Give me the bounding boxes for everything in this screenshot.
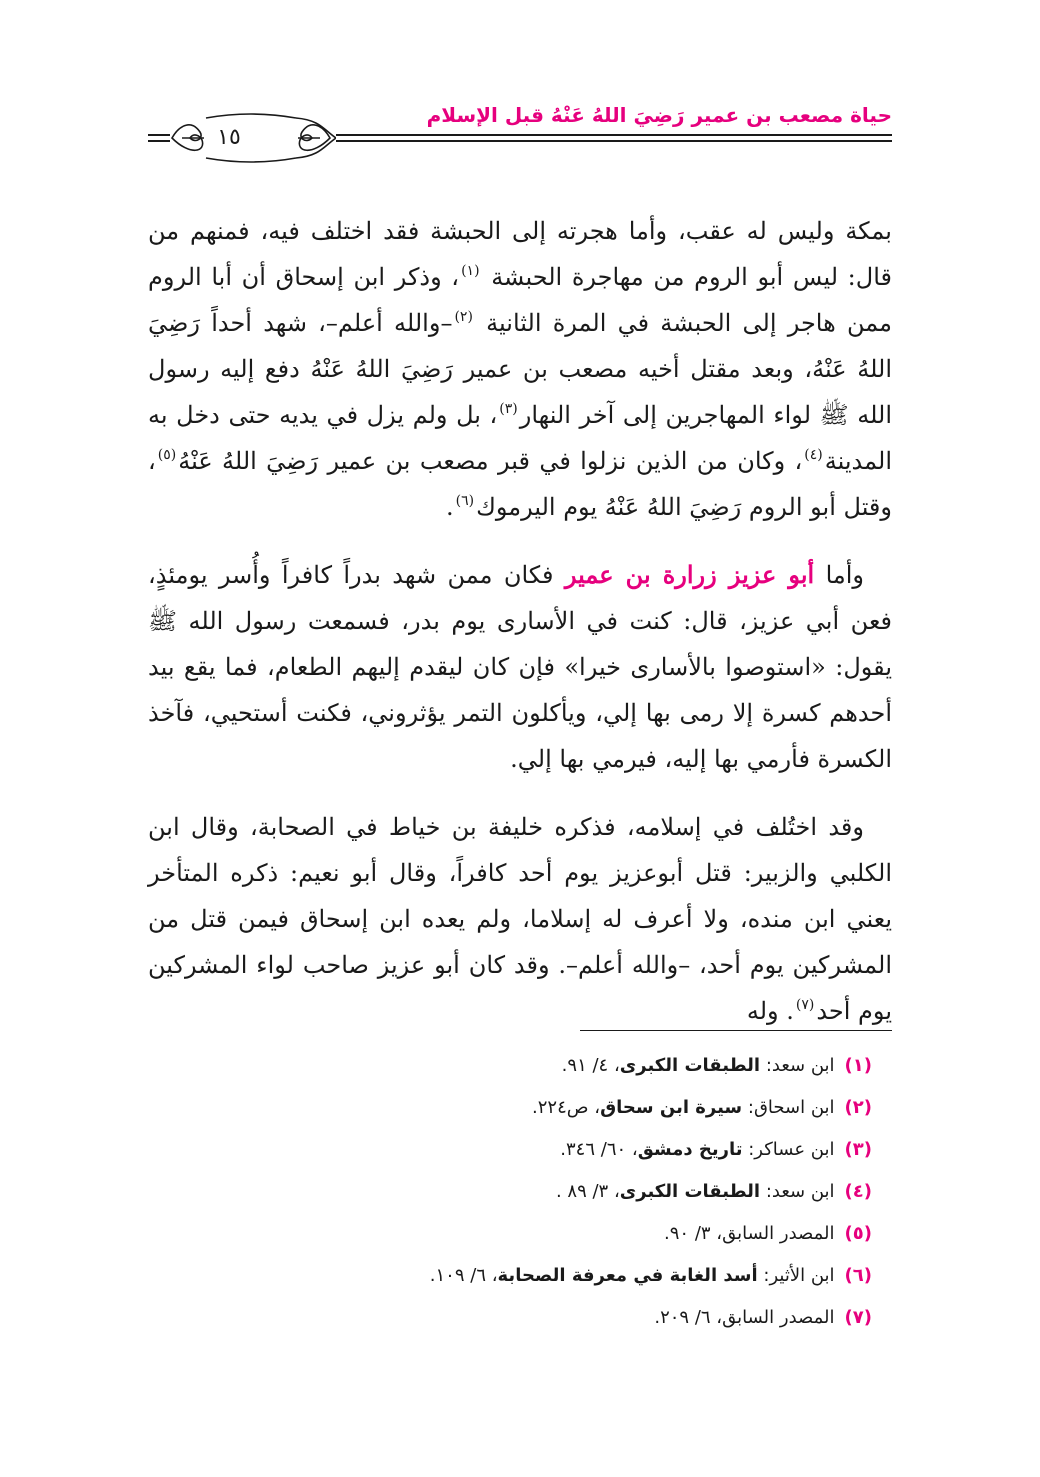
header-rule xyxy=(148,134,170,136)
text-run: وأما xyxy=(825,561,865,589)
footnote-ref: (٢) xyxy=(454,309,473,325)
footnote-title: الطبقات الكبرى xyxy=(619,1181,761,1202)
footnote-ref-text: ، ٣/ ٩٠. xyxy=(664,1223,723,1244)
footnote-ref-text: ، ٦٠/ ٣٤٦. xyxy=(560,1139,638,1160)
paragraph xyxy=(148,552,892,782)
footnote-ref: (٦) xyxy=(455,493,475,509)
running-title: حياة مصعب بن عمير رَضِيَ اللهُ عَنْهُ قبل الإسلام xyxy=(426,103,892,127)
footnote-author: ابن الأثير: xyxy=(763,1265,835,1286)
footnote-ref: (٣) xyxy=(499,401,518,417)
footnote-ref: (٧) xyxy=(795,997,815,1013)
footnote-author: ابن اسحاق: xyxy=(747,1097,835,1118)
footnote-title: أسد الغابة في معرفة الصحابة xyxy=(497,1265,758,1286)
footnotes xyxy=(152,1045,872,1339)
paragraph xyxy=(148,208,892,530)
footnote-ref-text: ، ٤/ ٩١. xyxy=(561,1055,620,1076)
footnote-author: ابن سعد: xyxy=(765,1181,835,1202)
footnote-author: ابن سعد: xyxy=(765,1055,835,1076)
footnote-title: الطبقات الكبرى xyxy=(619,1055,761,1076)
page-number: ١٥ xyxy=(217,125,241,150)
footnote-ref: (٥) xyxy=(157,447,177,463)
footnote-ref: (١) xyxy=(461,263,480,279)
footnote-ref-text: ، ٦/ ٢٠٩. xyxy=(654,1307,723,1328)
footnote-item xyxy=(152,1171,872,1213)
text-run: . وله xyxy=(746,997,794,1025)
footnote-separator xyxy=(580,1030,892,1031)
footnote-number: (٤) xyxy=(844,1181,872,1202)
page-header xyxy=(148,100,892,160)
text-run: ، وذكر ابن إسحاق أن أبا الروم ممن هاجر إلى الحبشة في المرة الثانية xyxy=(148,263,892,337)
footnote-ref-text: ، ص٢٢٤. xyxy=(532,1097,601,1118)
footnote-number: (١) xyxy=(844,1055,872,1076)
footnote-title: تاريخ دمشق xyxy=(637,1139,743,1160)
footnote-author: المصدر السابق xyxy=(722,1307,835,1328)
footnote-item xyxy=(152,1255,872,1297)
text-run: بمكة وليس له عقب، وأما هجرته إلى الحبشة فقد اختلف فيه، فمنهم من قال: ليس أبو الروم من مهاجرة الحبشة xyxy=(148,217,892,291)
text-run: ، بل ولم يزل في يديه حتى دخل به المدينة xyxy=(148,401,892,475)
footnote-author: المصدر السابق xyxy=(722,1223,835,1244)
footnote-number: (٦) xyxy=(844,1265,872,1286)
footnote-item xyxy=(152,1129,872,1171)
footnote-item xyxy=(152,1087,872,1129)
header-rule xyxy=(336,134,892,136)
text-run: وقد اختُلف في إسلامه، فذكره خليفة بن خياط في الصحابة، وقال ابن الكلبي والزبير: قتل أبوعزيز يوم أحد كافراً، وقال أبو نعيم: ذكره المتأخر يعني ابن منده، ولا أعرف له إسلاما، ولم يعده ابن إسحاق فيمن قتل من المشركين يوم أحد، –والله أعلم–. وقد كان أبو عزيز صاحب لواء المشركين يوم أحد xyxy=(148,813,892,1025)
footnote-number: (٥) xyxy=(844,1223,872,1244)
text-run: . xyxy=(445,493,454,521)
text-run: –والله أعلم–، شهد أحداً رَضِيَ اللهُ عَنْهُ، وبعد مقتل أخيه مصعب بن عمير رَضِيَ اللهُ عَنْهُ دفع إليه رسول الله ﷺ لواء المهاجرين إلى آخر النهار xyxy=(148,309,893,429)
paragraph xyxy=(148,804,892,1034)
footnote-ref: (٤) xyxy=(804,447,823,463)
header-rule xyxy=(148,140,170,142)
footnote-item xyxy=(152,1297,872,1339)
footnote-ref-text: ، ٣/ ٨٩ . xyxy=(555,1181,620,1202)
text-run: ، وقتل أبو الروم رَضِيَ اللهُ عَنْهُ يوم اليرموك xyxy=(148,447,892,521)
footnote-number: (٧) xyxy=(844,1307,872,1328)
footnote-number: (٣) xyxy=(844,1139,872,1160)
footnote-title: سيرة ابن سحاق xyxy=(600,1097,743,1118)
footnote-item xyxy=(152,1045,872,1087)
footnote-author: ابن عساكر: xyxy=(748,1139,835,1160)
header-rule xyxy=(336,140,892,142)
text-run: ، وكان من الذين نزلوا في قبر مصعب بن عمير رَضِيَ اللهُ عَنْهُ xyxy=(178,447,803,475)
text-run: فكان ممن شهد بدراً كافراً وأُسر يومئذٍ، فعن أبي عزيز، قال: كنت في الأسارى يوم بدر، فسمعت رسول الله ﷺ يقول: «استوصوا بالأسارى خيرا» فإن كان ليقدم إليهم الطعام، فما يقع بيد أحدهم كسرة إلا رمى بها إلي، ويأكلون التمر يؤثروني، فكنت أستحيي، فآخذ الكسرة فأرمي بها إليه، فيرمي بها إلي. xyxy=(148,561,892,773)
footnote-ref-text: ، ٦/ ١٠٩. xyxy=(429,1265,498,1286)
body-text xyxy=(148,208,892,1034)
highlighted-name: أبو عزيز زرارة بن عمير xyxy=(564,560,815,589)
footnote-number: (٢) xyxy=(844,1097,872,1118)
footnote-item xyxy=(152,1213,872,1255)
